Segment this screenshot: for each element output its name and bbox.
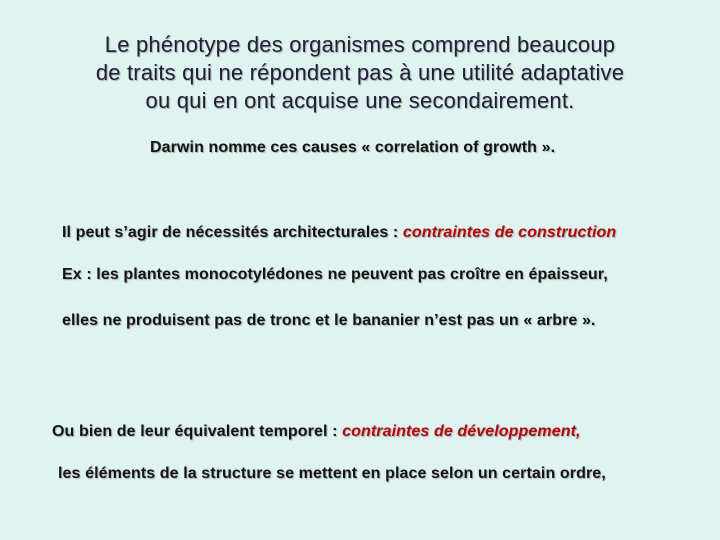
slide-title xyxy=(40,31,680,115)
construction-constraints-highlight: contraintes de construction xyxy=(402,224,617,241)
development-constraints-highlight: contraintes de développement xyxy=(342,423,577,440)
temporal-prefix: Ou bien de leur équivalent temporel : xyxy=(52,423,343,440)
title-line-2: de traits qui ne répondent pas à une utilité adaptative xyxy=(95,60,625,85)
structure-order-line: les éléments de la structure se mettent en place selon un certain ordre, xyxy=(58,465,606,482)
temporal-constraints-line xyxy=(52,423,581,441)
title-line-3: ou qui en ont acquise une secondairement. xyxy=(145,88,575,113)
temporal-suffix: , xyxy=(576,423,581,440)
title-line-1: Le phénotype des organismes comprend beaucoup xyxy=(104,32,616,57)
monocot-example-line: Ex : les plantes monocotylédones ne peuvent pas croître en épaisseur, xyxy=(62,266,608,283)
darwin-statement: Darwin nomme ces causes « correlation of growth ». xyxy=(150,139,556,156)
architectural-prefix: Il peut s’agir de nécessités architecturales : xyxy=(62,224,403,241)
banana-example-line: elles ne produisent pas de tronc et le bananier n’est pas un « arbre ». xyxy=(62,312,596,329)
architectural-constraints-line xyxy=(62,224,616,242)
